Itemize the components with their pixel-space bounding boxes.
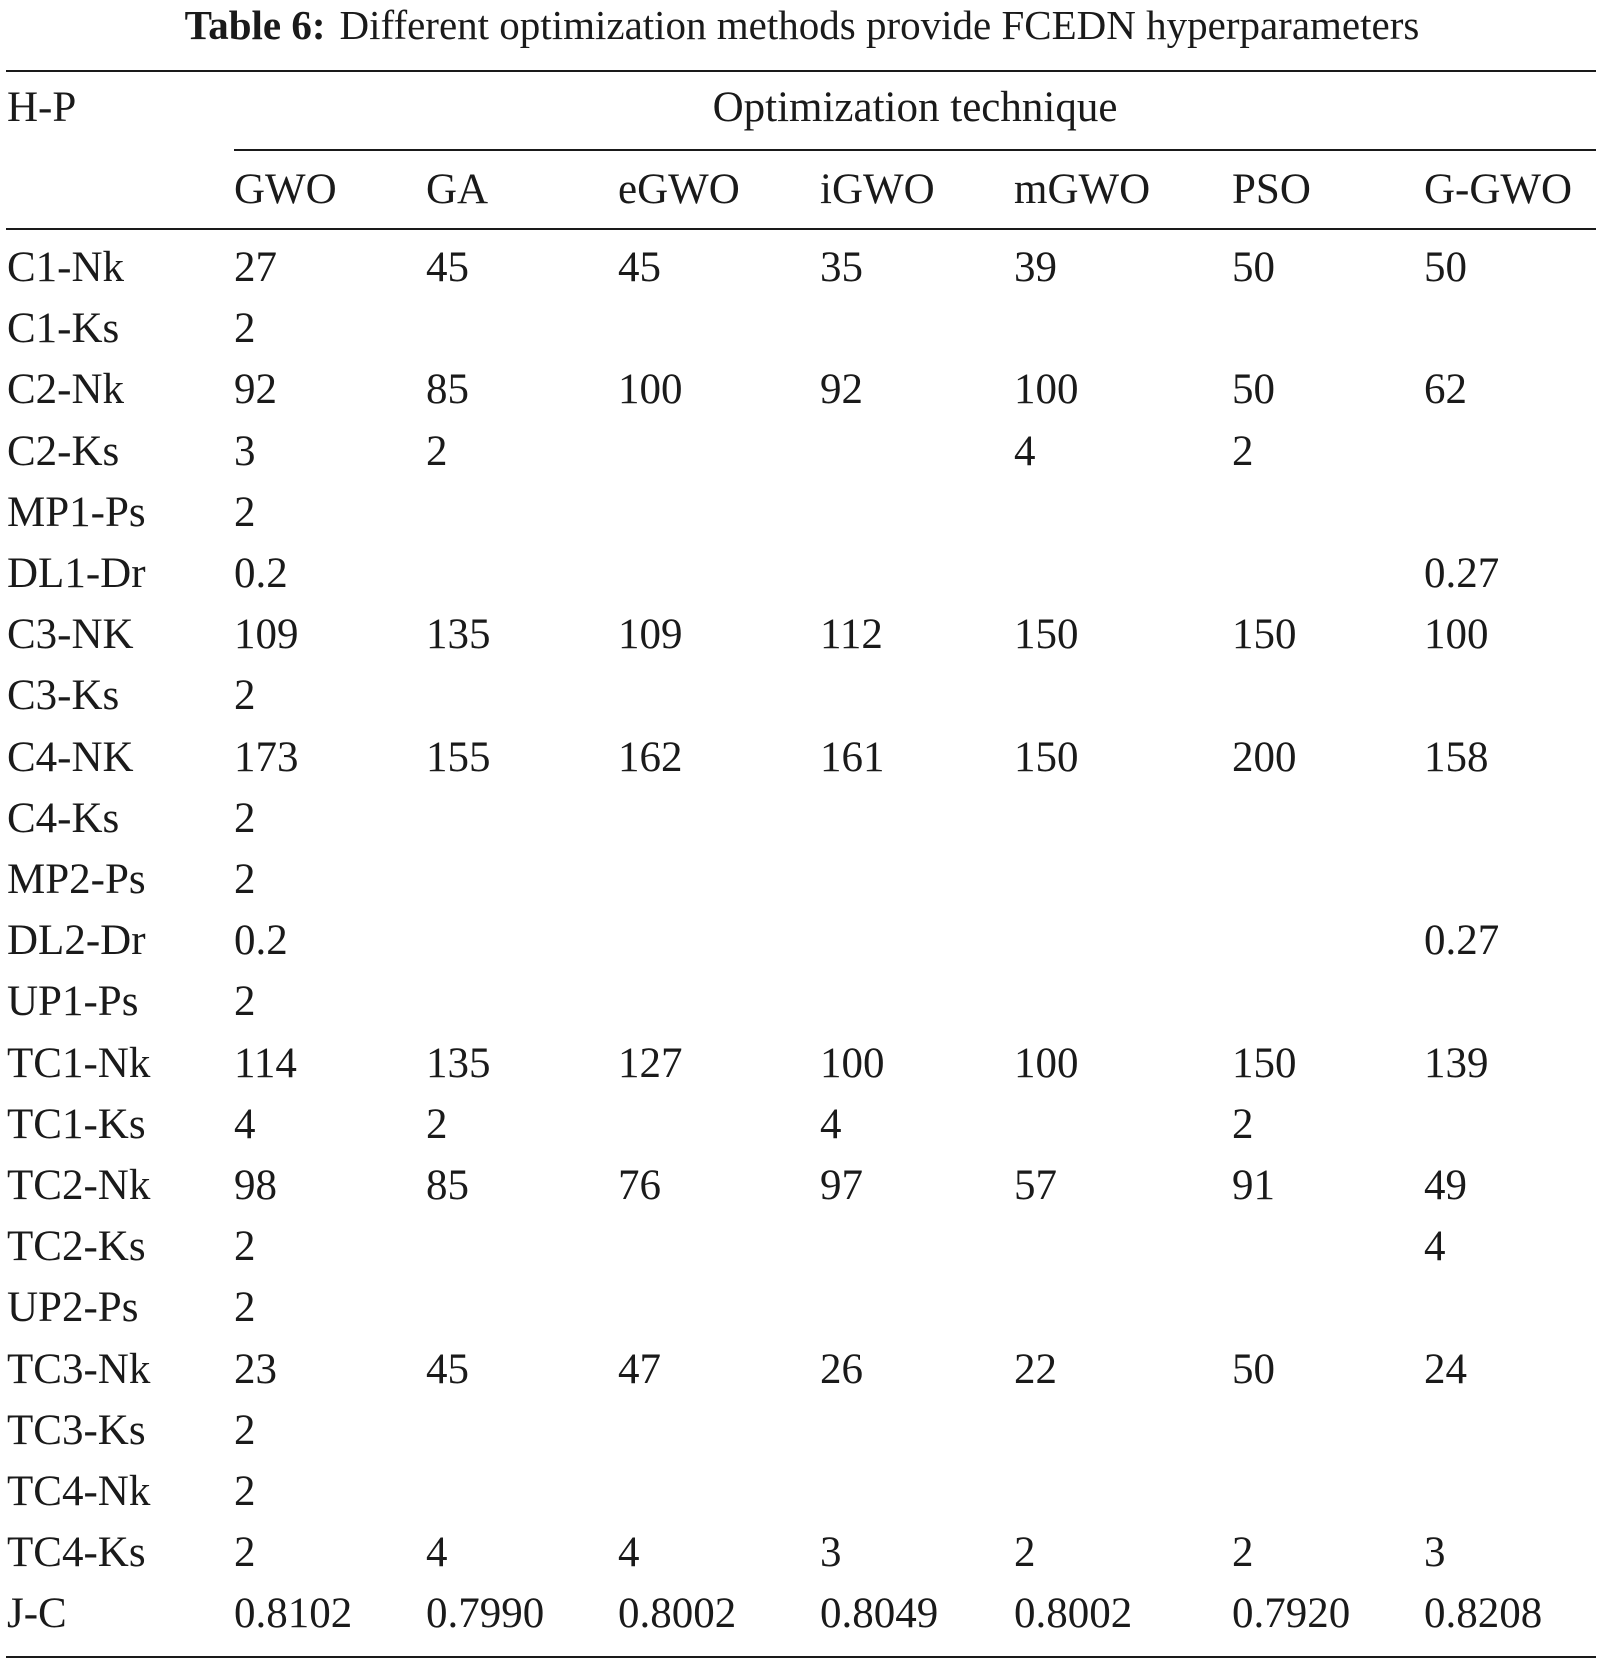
table-cell: 2 (426, 1100, 448, 1148)
row-label: C1-Ks (7, 305, 120, 353)
table-cell: 135 (426, 1039, 491, 1087)
table-cell: 26 (820, 1345, 863, 1393)
table-cell: 3 (234, 427, 256, 475)
table-cell: 39 (1014, 244, 1057, 291)
table-cell: 0.8208 (1424, 1590, 1543, 1638)
row-label: C2-Ks (7, 427, 120, 475)
table-cell: 0.2 (234, 917, 288, 965)
column-header: PSO (1232, 166, 1311, 213)
top-rule (6, 70, 1596, 72)
table-cell: 45 (426, 244, 469, 291)
table-cell: 50 (1232, 244, 1275, 291)
table-cell: 4 (1424, 1223, 1446, 1271)
table-cell: 0.8102 (234, 1590, 353, 1638)
table-cell: 57 (1014, 1162, 1057, 1209)
table-cell: 100 (1014, 1039, 1079, 1087)
header-rule (6, 228, 1596, 230)
group-header: Optimization technique (712, 84, 1118, 131)
column-header: mGWO (1014, 166, 1151, 213)
row-label: TC1-Nk (7, 1039, 151, 1087)
table-cell: 100 (1424, 611, 1489, 659)
table-cell: 2 (234, 794, 256, 842)
table-cell: 0.7920 (1232, 1590, 1351, 1638)
table-cell: 0.8002 (1014, 1590, 1133, 1638)
table-cell: 50 (1424, 244, 1467, 291)
table-cell: 109 (234, 611, 299, 659)
table-cell: 97 (820, 1162, 863, 1209)
table-cell: 0.8002 (618, 1590, 737, 1638)
column-header: GWO (234, 166, 337, 213)
row-label: TC1-Ks (7, 1100, 146, 1148)
table-cell: 4 (234, 1100, 256, 1148)
table-cell: 4 (618, 1529, 640, 1577)
table-cell: 2 (1014, 1529, 1036, 1577)
row-label: C2-Nk (7, 366, 125, 414)
column-header: G-GWO (1424, 166, 1573, 213)
table-cell: 2 (234, 1468, 256, 1515)
table-cell: 45 (618, 244, 661, 291)
table-cell: 91 (1232, 1162, 1275, 1209)
row-label: C1-Nk (7, 244, 125, 291)
group-rule (234, 149, 1596, 151)
table-cell: 2 (234, 488, 256, 536)
table-cell: 150 (1014, 611, 1079, 659)
table-cell: 3 (820, 1529, 842, 1577)
table-cell: 155 (426, 733, 491, 781)
table-cell: 92 (234, 366, 277, 414)
row-label: UP2-Ps (7, 1284, 139, 1332)
table-cell: 100 (820, 1039, 885, 1087)
table-cell: 62 (1424, 366, 1467, 414)
table-cell: 4 (820, 1100, 842, 1148)
table-cell: 22 (1014, 1345, 1057, 1393)
row-label: J-C (7, 1590, 67, 1638)
table-cell: 24 (1424, 1345, 1467, 1393)
table-cell: 114 (234, 1039, 297, 1087)
table-cell: 2 (426, 427, 448, 475)
table-cell: 2 (1232, 1100, 1254, 1148)
row-label: TC3-Nk (7, 1345, 151, 1393)
table-cell: 2 (234, 1284, 256, 1332)
table-cell: 0.2 (234, 550, 288, 597)
table-cell: 0.7990 (426, 1590, 545, 1638)
table-cell: 200 (1232, 733, 1297, 781)
row-label: C3-Ks (7, 672, 120, 720)
table-cell: 150 (1014, 733, 1079, 781)
caption-label: Table 6: (184, 2, 326, 48)
row-label: UP1-Ps (7, 978, 139, 1026)
table-cell: 2 (234, 1529, 256, 1577)
table-cell: 2 (234, 856, 256, 903)
table-cell: 49 (1424, 1162, 1467, 1209)
table-cell: 2 (1232, 427, 1254, 475)
table-cell: 100 (1014, 366, 1079, 414)
table-cell: 112 (820, 611, 883, 659)
table-cell: 2 (1232, 1529, 1254, 1577)
table-cell: 0.27 (1424, 550, 1500, 597)
row-label: MP2-Ps (7, 856, 146, 903)
column-header: eGWO (618, 166, 740, 213)
table-cell: 109 (618, 611, 683, 659)
table-cell: 98 (234, 1162, 277, 1209)
table-cell: 4 (426, 1529, 448, 1577)
table-cell: 3 (1424, 1529, 1446, 1577)
table-cell: 45 (426, 1345, 469, 1393)
table-cell: 161 (820, 733, 885, 781)
table-cell: 2 (234, 672, 256, 720)
column-header: iGWO (820, 166, 935, 213)
row-label: TC3-Ks (7, 1406, 146, 1454)
table-cell: 76 (618, 1162, 661, 1209)
table-cell: 85 (426, 1162, 469, 1209)
table-cell: 0.8049 (820, 1590, 939, 1638)
row-label: DL1-Dr (7, 550, 146, 597)
table-cell: 2 (234, 1406, 256, 1454)
table-cell: 50 (1232, 1345, 1275, 1393)
table-cell: 150 (1232, 611, 1297, 659)
table-cell: 2 (234, 1223, 256, 1271)
row-label: TC2-Ks (7, 1223, 146, 1271)
table-cell: 2 (234, 305, 256, 353)
row-label: C4-Ks (7, 794, 120, 842)
bottom-rule (6, 1656, 1596, 1658)
table-cell: 150 (1232, 1039, 1297, 1087)
row-label: TC2-Nk (7, 1162, 151, 1209)
table-cell: 139 (1424, 1039, 1489, 1087)
table-cell: 173 (234, 733, 299, 781)
row-label: C4-NK (7, 733, 134, 781)
row-label: TC4-Ks (7, 1529, 146, 1577)
table-cell: 158 (1424, 733, 1489, 781)
table-cell: 100 (618, 366, 683, 414)
table-cell: 162 (618, 733, 683, 781)
caption-text: Different optimization methods provide FCEDN hyperparameters (339, 2, 1420, 48)
row-label: TC4-Nk (7, 1468, 151, 1515)
table-cell: 23 (234, 1345, 277, 1393)
table-cell: 35 (820, 244, 863, 291)
table-caption (0, 2, 1604, 48)
table-cell: 4 (1014, 427, 1036, 475)
table-cell: 50 (1232, 366, 1275, 414)
table-cell: 0.27 (1424, 917, 1500, 965)
table-cell: 127 (618, 1039, 683, 1087)
table-cell: 92 (820, 366, 863, 414)
table-cell: 27 (234, 244, 277, 291)
stub-header: H-P (7, 84, 77, 131)
row-label: DL2-Dr (7, 917, 146, 965)
column-header: GA (426, 166, 489, 213)
table-cell: 2 (234, 978, 256, 1026)
table-cell: 47 (618, 1345, 661, 1393)
table-cell: 135 (426, 611, 491, 659)
row-label: C3-NK (7, 611, 134, 659)
table-cell: 85 (426, 366, 469, 414)
row-label: MP1-Ps (7, 488, 146, 536)
